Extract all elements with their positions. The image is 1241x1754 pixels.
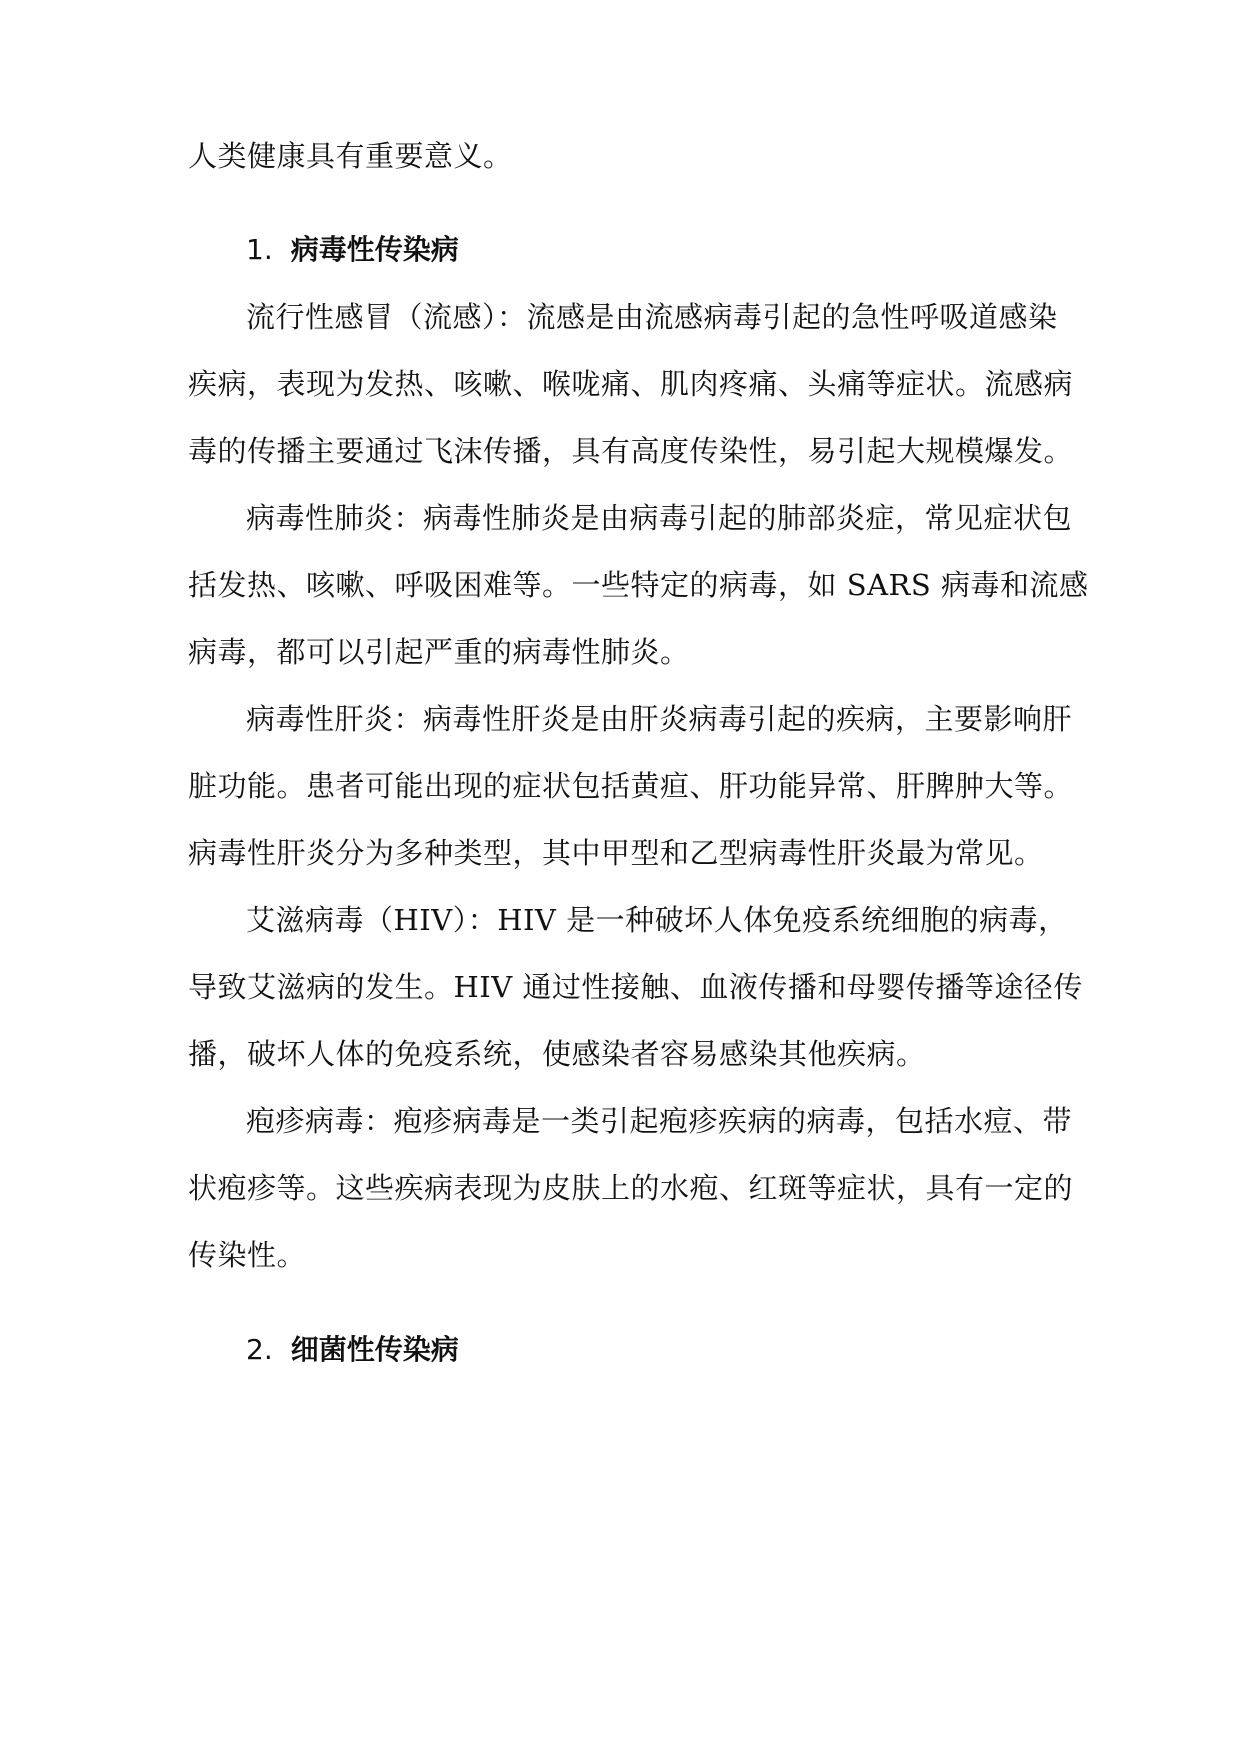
paragraph-influenza-line-3: 毒的传播主要通过飞沫传播，具有高度传染性，易引起大规模爆发。 <box>188 434 1074 468</box>
paragraph-pneumonia-line-3: 病毒，都可以引起严重的病毒性肺炎。 <box>188 635 690 669</box>
paragraph-pneumonia-line-2: 括发热、咳嗽、呼吸困难等。一些特定的病毒，如 SARS 病毒和流感 <box>188 568 1089 602</box>
section-number: 2. <box>246 1333 273 1366</box>
section-number: 1. <box>246 233 273 266</box>
paragraph-herpes-line-3: 传染性。 <box>188 1238 307 1272</box>
section-heading-bacterial <box>246 1330 459 1370</box>
paragraph-hiv-line-2: 导致艾滋病的发生。HIV 通过性接触、血液传播和母婴传播等途径传 <box>188 970 1083 1004</box>
paragraph-hiv-line-1: 艾滋病毒（HIV）：HIV 是一种破坏人体免疫系统细胞的病毒， <box>246 903 1068 937</box>
paragraph-hepatitis-line-2: 脏功能。患者可能出现的症状包括黄疸、肝功能异常、肝脾肿大等。 <box>188 769 1074 803</box>
paragraph-influenza-line-1: 流行性感冒（流感）：流感是由流感病毒引起的急性呼吸道感染 <box>246 300 1058 334</box>
paragraph-hiv-line-3: 播，破坏人体的免疫系统，使感染者容易感染其他疾病。 <box>188 1037 926 1071</box>
paragraph-influenza-line-2: 疾病，表现为发热、咳嗽、喉咙痛、肌肉疼痛、头痛等症状。流感病 <box>188 367 1074 401</box>
intro-tail-line: 人类健康具有重要意义。 <box>188 139 513 173</box>
section-title: 细菌性传染病 <box>290 1333 459 1366</box>
paragraph-hepatitis-line-1: 病毒性肝炎：病毒性肝炎是由肝炎病毒引起的疾病，主要影响肝 <box>246 702 1073 736</box>
paragraph-pneumonia-line-1: 病毒性肺炎：病毒性肺炎是由病毒引起的肺部炎症，常见症状包 <box>246 501 1073 535</box>
section-heading-viral <box>246 230 459 270</box>
paragraph-hepatitis-line-3: 病毒性肝炎分为多种类型，其中甲型和乙型病毒性肝炎最为常见。 <box>188 836 1044 870</box>
paragraph-herpes-line-2: 状疱疹等。这些疾病表现为皮肤上的水疱、红斑等症状，具有一定的 <box>188 1171 1074 1205</box>
paragraph-herpes-line-1: 疱疹病毒：疱疹病毒是一类引起疱疹疾病的病毒，包括水痘、带 <box>246 1104 1073 1138</box>
section-title: 病毒性传染病 <box>290 233 459 266</box>
